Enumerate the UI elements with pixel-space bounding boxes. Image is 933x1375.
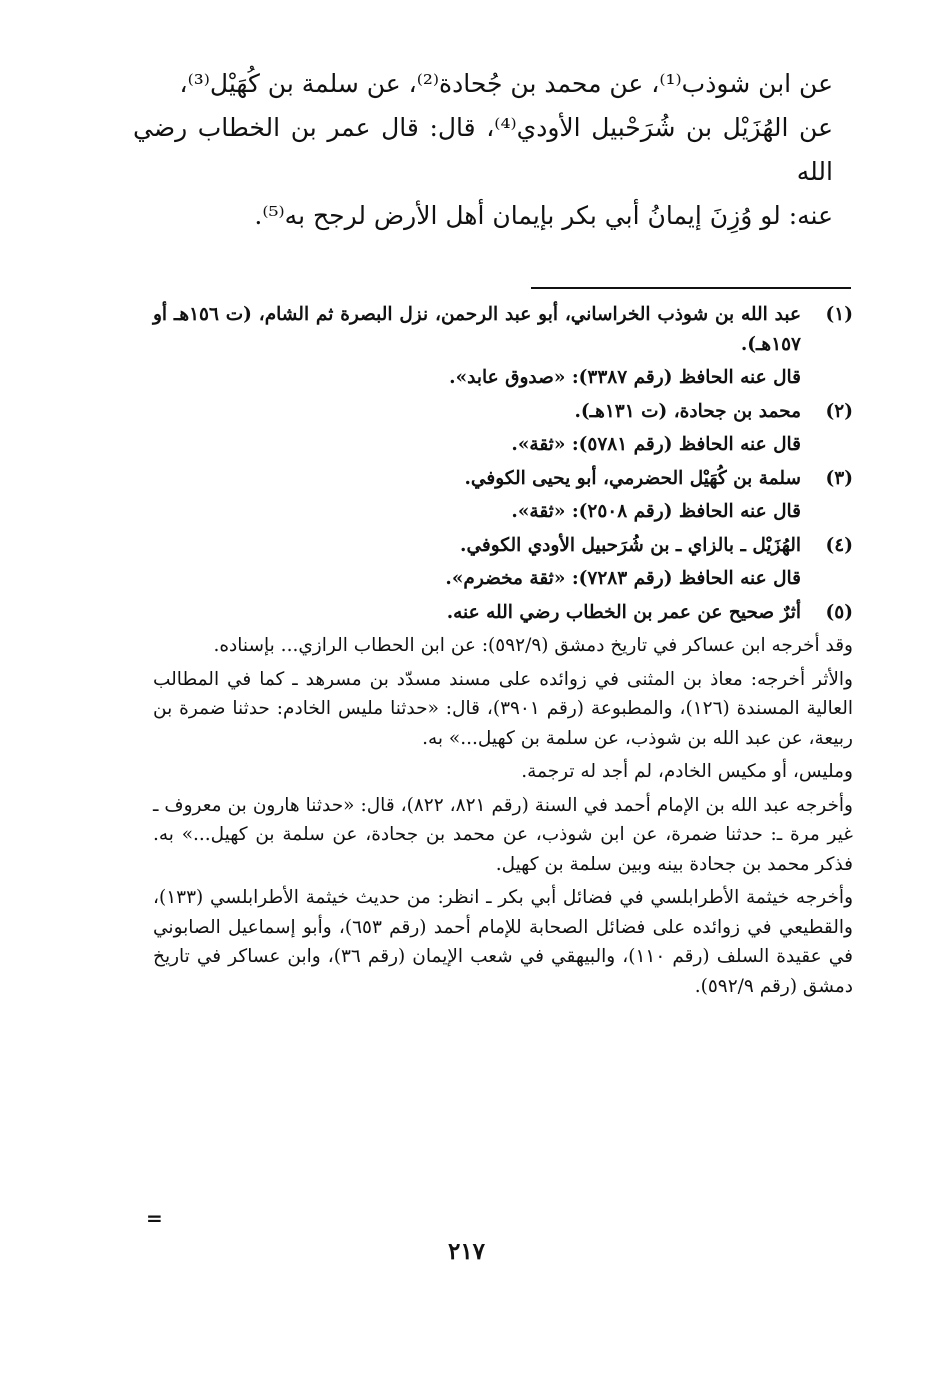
footnote-4 (153, 531, 853, 594)
footnote-text: الهُزَيْل ـ بالزاي ـ بن شُرَحبيل الأودي الكوفي. (460, 534, 801, 556)
footnote-grading: قال عنه الحافظ (رقم ٢٥٠٨): «ثقة». (511, 501, 801, 522)
page-number: ٢١٧ (447, 1238, 486, 1265)
main-text-line: عن ابن شوذب⁽¹⁾، عن محمد بن جُحادة⁽²⁾، عن سلمة بن كُهَيْل⁽³⁾، (179, 69, 833, 98)
footnote-separator (531, 287, 851, 289)
footnotes (153, 300, 853, 1005)
footnote-3 (153, 464, 853, 527)
footnote-paragraph: وقد أخرجه ابن عساكر في تاريخ دمشق (٥٩٢/٩): عن ابن الحطاب الرازي... بإسناده. (213, 635, 853, 656)
footnote-paragraph: ومليس، أو مكيس الخادم، لم أجد له ترجمة. (521, 761, 853, 782)
footnote-number: (٤) (825, 534, 853, 556)
footnote-paragraph: وأخرجه عبد الله بن الإمام أحمد في السنة (رقم ٨٢١، ٨٢٢)، قال: «حدثنا هارون بن معروف ـ غير مرة ـ: حدثنا ضمرة، عن ابن شوذب، عن محمد بن جحادة، عن سلمة بن كهيل...» به. فذكر محمد بن جحادة بينه وبين سلمة بن كهيل. (153, 794, 853, 875)
footnote-grading: قال عنه الحافظ (رقم ٥٧٨١): «ثقة». (511, 434, 801, 455)
footnote-grading: قال عنه الحافظ (رقم ٧٢٨٣): «ثقة مخضرم». (445, 568, 801, 589)
footnote-number: (٣) (825, 467, 853, 489)
main-text (133, 62, 833, 238)
footnote-number: (٢) (825, 400, 853, 422)
footnote-text: محمد بن جحادة، (ت ١٣١هـ). (574, 400, 801, 422)
footnote-paragraph: وأخرجه خيثمة الأطرابلسي في فضائل أبي بكر ـ انظر: من حديث خيثمة الأطرابلسي (١٣٣)، والقطيعي في زوائده على فضائل الصحابة للإمام أحمد (رقم ٦٥٣)، وأبو إسماعيل الصابوني في عقيدة السلف (رقم ١١٠)، والبيهقي في شعب الإيمان (رقم ٣٦)، وابن عساكر في تاريخ دمشق (رقم ٥٩٢/٩). (153, 887, 853, 997)
continuation-mark: = (146, 1206, 163, 1230)
footnote-text: سلمة بن كُهَيْل الحضرمي، أبو يحيى الكوفي. (464, 467, 801, 489)
footnote-paragraph: والأثر أخرجه: معاذ بن المثنى في زوائده على مسند مسدّد بن مسرهد ـ كما في المطالب العالية المسندة (١٢٦)، والمطبوعة (رقم ٣٩٠١)، قال: «حدثنا مليس الخادم: حدثنا ضمرة بن ربيعة، عن عبد الله بن شوذب، عن سلمة بن كهيل...» به. (153, 668, 853, 749)
footnote-text: عبد الله بن شوذب الخراساني، أبو عبد الرحمن، نزل البصرة ثم الشام، (ت ١٥٦هـ أو ١٥٧هـ). (153, 304, 801, 355)
footnote-1 (153, 300, 853, 393)
main-text-line: عن الهُزَيْل بن شُرَحْبيل الأودي⁽⁴⁾، قال: قال عمر بن الخطاب رضي الله (133, 113, 833, 186)
main-text-line: عنه: لو وُزِنَ إيمانُ أبي بكر بإيمان أهل الأرض لرجح به⁽⁵⁾. (254, 201, 833, 230)
footnote-5 (153, 598, 853, 1002)
footnote-text: أثرٌ صحيح عن عمر بن الخطاب رضي الله عنه. (446, 601, 801, 623)
footnote-2 (153, 397, 853, 460)
footnote-number: (٥) (825, 601, 853, 623)
footnote-grading: قال عنه الحافظ (رقم ٣٣٨٧): «صدوق عابد». (449, 367, 801, 388)
footnote-number: (١) (825, 304, 853, 325)
